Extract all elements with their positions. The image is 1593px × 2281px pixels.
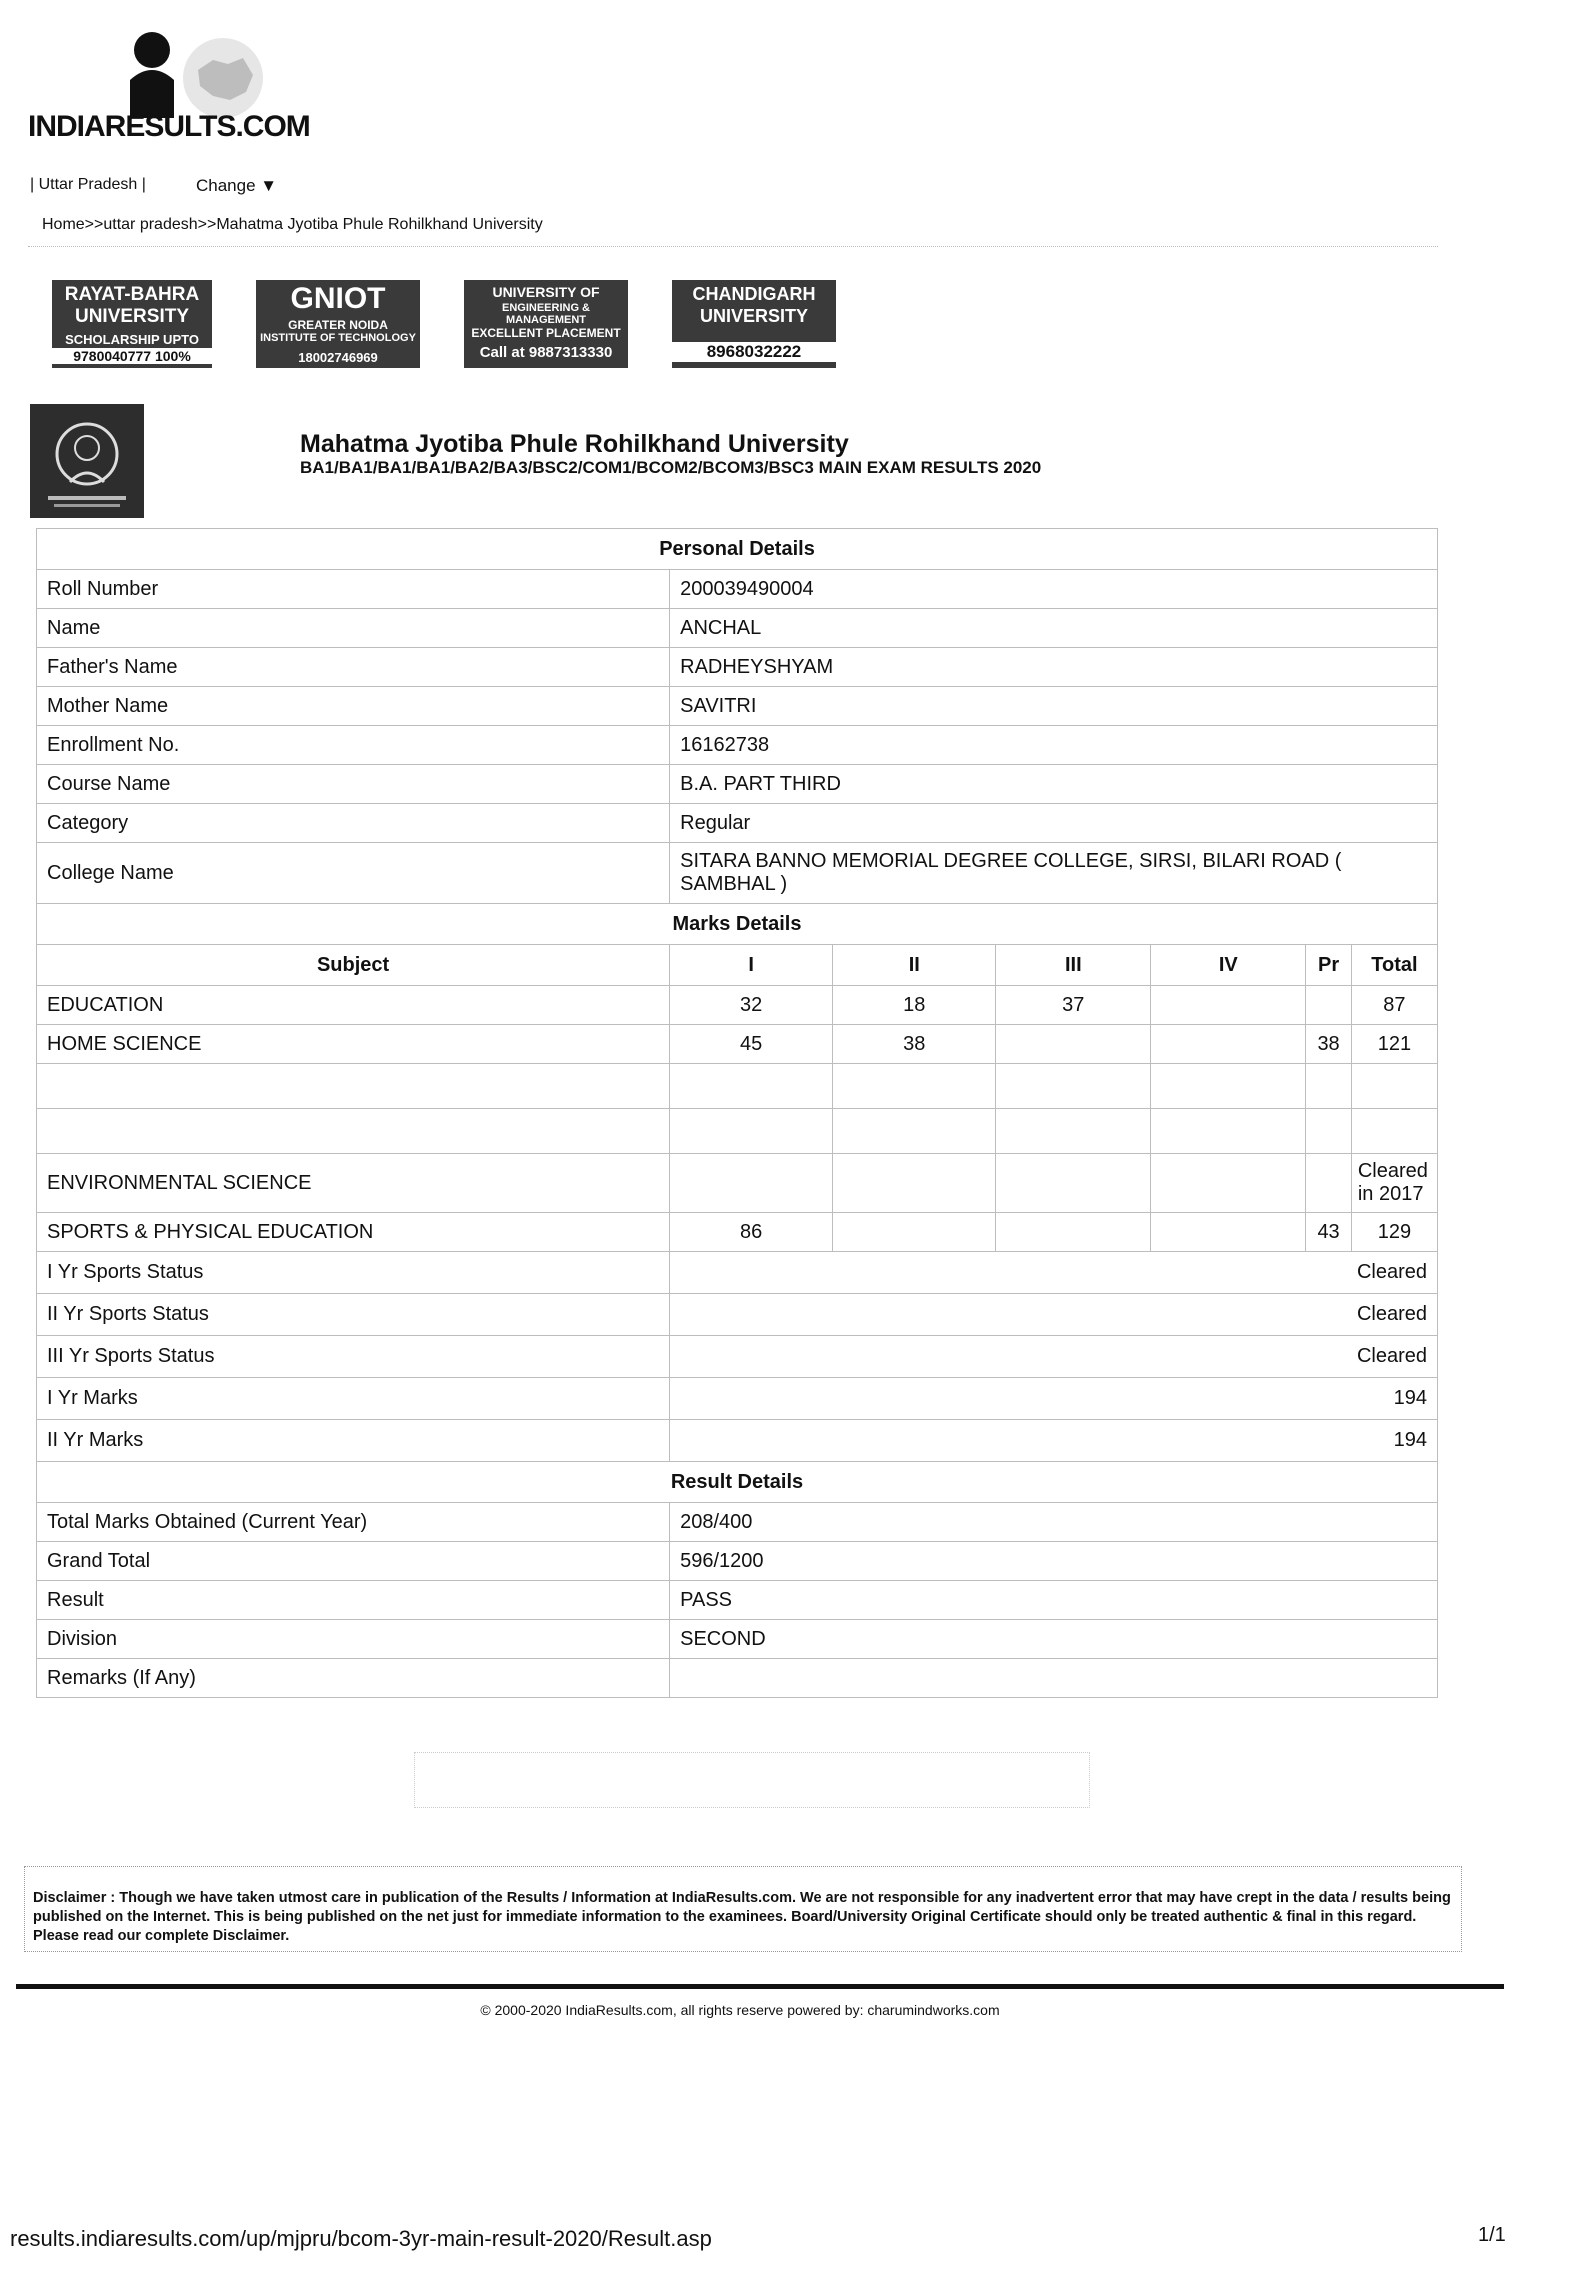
- mother-name-value: SAVITRI: [670, 687, 1438, 726]
- grand-total-label: Grand Total: [37, 1542, 670, 1581]
- total-marks-label: Total Marks Obtained (Current Year): [37, 1503, 670, 1542]
- page-number: 1/1: [1478, 2224, 1506, 2246]
- remarks-label: Remarks (If Any): [37, 1659, 670, 1698]
- state-label: | Uttar Pradesh |: [30, 176, 146, 193]
- marks-cell: 45: [670, 1025, 833, 1064]
- col-iii: III: [996, 945, 1151, 986]
- marks-cell: [1151, 1213, 1306, 1252]
- father-name-label: Father's Name: [37, 648, 670, 687]
- enrollment-label: Enrollment No.: [37, 726, 670, 765]
- total-cell: 121: [1351, 1025, 1437, 1064]
- table-row: [37, 804, 1438, 843]
- grand-total-value: 596/1200: [670, 1542, 1438, 1581]
- category-label: Category: [37, 804, 670, 843]
- name-label: Name: [37, 609, 670, 648]
- result-label: Result: [37, 1581, 670, 1620]
- table-row: [37, 843, 1438, 904]
- total-cell: [1351, 1109, 1437, 1154]
- table-row: [37, 1378, 1438, 1420]
- marks-cell: 38: [833, 1025, 996, 1064]
- marks-cell: [670, 1154, 833, 1213]
- marks-cell: [996, 1213, 1151, 1252]
- subject-cell: [37, 1064, 670, 1109]
- marks-cell: 32: [670, 986, 833, 1025]
- table-row: [37, 986, 1438, 1025]
- personal-details-heading: Personal Details: [37, 529, 1438, 570]
- table-row: [37, 1503, 1438, 1542]
- col-i: I: [670, 945, 833, 986]
- ad-rayat-bahra[interactable]: RAYAT-BAHRA UNIVERSITY SCHOLARSHIP UPTO 9780040777 100%: [52, 280, 212, 368]
- marks-cell: [1151, 1064, 1306, 1109]
- college-name-value: SITARA BANNO MEMORIAL DEGREE COLLEGE, SIRSI, BILARI ROAD ( SAMBHAL ): [670, 843, 1438, 904]
- marks-cell: [1151, 986, 1306, 1025]
- ad-placeholder: [414, 1752, 1090, 1808]
- university-emblem-icon: [30, 404, 144, 518]
- divider: [28, 246, 1438, 247]
- total-cell: [1351, 1064, 1437, 1109]
- subject-cell: [37, 1109, 670, 1154]
- marks-cell: [670, 1064, 833, 1109]
- marks-cell: [996, 1064, 1151, 1109]
- total-cell: Cleared in 2017: [1351, 1154, 1437, 1213]
- marks-details-heading: Marks Details: [37, 904, 1438, 945]
- sports-status-2-value: Cleared: [670, 1294, 1438, 1336]
- table-row: [37, 726, 1438, 765]
- table-row: [37, 1336, 1438, 1378]
- sports-status-1-value: Cleared: [670, 1252, 1438, 1294]
- ad-chandigarh-university[interactable]: CHANDIGARH UNIVERSITY 8968032222: [672, 280, 836, 368]
- table-row: [37, 609, 1438, 648]
- col-iv: IV: [1151, 945, 1306, 986]
- marks-cell: 18: [833, 986, 996, 1025]
- marks-cell: [833, 1213, 996, 1252]
- course-name-value: B.A. PART THIRD: [670, 765, 1438, 804]
- site-logo[interactable]: [28, 30, 310, 195]
- result-table: [36, 528, 1438, 1698]
- subject-cell: ENVIRONMENTAL SCIENCE: [37, 1154, 670, 1213]
- division-label: Division: [37, 1620, 670, 1659]
- table-row: [37, 1620, 1438, 1659]
- marks-cell: [833, 1154, 996, 1213]
- print-url: results.indiaresults.com/up/mjpru/bcom-3yr-main-result-2020/Result.asp: [10, 2226, 712, 2251]
- remarks-value: [670, 1659, 1438, 1698]
- table-row: [37, 1025, 1438, 1064]
- sports-status-2-label: II Yr Sports Status: [37, 1294, 670, 1336]
- table-row: [37, 765, 1438, 804]
- table-row: [37, 1542, 1438, 1581]
- university-name: Mahatma Jyotiba Phule Rohilkhand University: [300, 430, 849, 458]
- marks-cell: 38: [1306, 1025, 1352, 1064]
- enrollment-value: 16162738: [670, 726, 1438, 765]
- table-row: [37, 687, 1438, 726]
- marks-cell: 43: [1306, 1213, 1352, 1252]
- table-row: [37, 1294, 1438, 1336]
- marks-header-row: [37, 945, 1438, 986]
- footer-divider: [16, 1984, 1504, 1989]
- table-row: [37, 1252, 1438, 1294]
- subject-cell: EDUCATION: [37, 986, 670, 1025]
- sports-status-3-label: III Yr Sports Status: [37, 1336, 670, 1378]
- copyright: © 2000-2020 IndiaResults.com, all rights reserve powered by: charumindworks.com: [480, 2002, 1000, 2018]
- marks-cell: [1306, 1064, 1352, 1109]
- course-name-label: Course Name: [37, 765, 670, 804]
- table-row: [37, 1109, 1438, 1154]
- marks-cell: [833, 1064, 996, 1109]
- roll-number-value: 200039490004: [670, 570, 1438, 609]
- marks-cell: 37: [996, 986, 1151, 1025]
- disclaimer: Disclaimer : Though we have taken utmost care in publication of the Results / Information at IndiaResults.com. We are not responsible for any inadvertent error that may have crept in the data / results being published on the Internet. This is being published on the net just for immediate information to the examinees. Board/University Original Certificate should only be treated authentic & final in this regard. Please read our complete Disclaimer.: [24, 1866, 1462, 1952]
- result-details-heading: Result Details: [37, 1462, 1438, 1503]
- total-marks-value: 208/400: [670, 1503, 1438, 1542]
- sports-status-3-value: Cleared: [670, 1336, 1438, 1378]
- marks-cell: [670, 1109, 833, 1154]
- roll-number-label: Roll Number: [37, 570, 670, 609]
- total-cell: 87: [1351, 986, 1437, 1025]
- year-1-marks-value: 194: [670, 1378, 1438, 1420]
- col-pr: Pr: [1306, 945, 1352, 986]
- marks-cell: [1306, 986, 1352, 1025]
- table-row: [37, 648, 1438, 687]
- category-value: Regular: [670, 804, 1438, 843]
- father-name-value: RADHEYSHYAM: [670, 648, 1438, 687]
- breadcrumb[interactable]: Home>>uttar pradesh>>Mahatma Jyotiba Phule Rohilkhand University: [42, 216, 543, 233]
- division-value: SECOND: [670, 1620, 1438, 1659]
- table-row: [37, 1213, 1438, 1252]
- marks-cell: [1306, 1154, 1352, 1213]
- marks-cell: 86: [670, 1213, 833, 1252]
- table-row: [37, 1659, 1438, 1698]
- table-row: [37, 1064, 1438, 1109]
- col-ii: II: [833, 945, 996, 986]
- total-cell: 129: [1351, 1213, 1437, 1252]
- year-2-marks-label: II Yr Marks: [37, 1420, 670, 1462]
- marks-cell: [996, 1109, 1151, 1154]
- marks-cell: [1151, 1109, 1306, 1154]
- result-value: PASS: [670, 1581, 1438, 1620]
- marks-cell: [833, 1109, 996, 1154]
- exam-name: BA1/BA1/BA1/BA1/BA2/BA3/BSC2/COM1/BCOM2/BCOM3/BSC3 MAIN EXAM RESULTS 2020: [300, 458, 1042, 477]
- ad-uem[interactable]: UNIVERSITY OF ENGINEERING & MANAGEMENT EXCELLENT PLACEMENT Call at 9887313330: [464, 280, 628, 368]
- college-name-label: College Name: [37, 843, 670, 904]
- marks-cell: [1306, 1109, 1352, 1154]
- col-subject: Subject: [37, 945, 670, 986]
- table-row: [37, 1420, 1438, 1462]
- marks-cell: [996, 1154, 1151, 1213]
- table-row: [37, 1581, 1438, 1620]
- subject-cell: HOME SCIENCE: [37, 1025, 670, 1064]
- year-1-marks-label: I Yr Marks: [37, 1378, 670, 1420]
- marks-cell: [1151, 1025, 1306, 1064]
- year-2-marks-value: 194: [670, 1420, 1438, 1462]
- marks-cell: [996, 1025, 1151, 1064]
- sports-status-1-label: I Yr Sports Status: [37, 1252, 670, 1294]
- marks-cell: [1151, 1154, 1306, 1213]
- change-state-link[interactable]: Change ▼: [196, 176, 278, 195]
- table-row: [37, 1154, 1438, 1213]
- site-brand: INDIARESULTS.COM: [28, 110, 310, 143]
- mother-name-label: Mother Name: [37, 687, 670, 726]
- col-total: Total: [1351, 945, 1437, 986]
- subject-cell: SPORTS & PHYSICAL EDUCATION: [37, 1213, 670, 1252]
- ad-gniot[interactable]: GNIOT GREATER NOIDA INSTITUTE OF TECHNOLOGY 18002746969: [256, 280, 420, 368]
- name-value: ANCHAL: [670, 609, 1438, 648]
- table-row: [37, 570, 1438, 609]
